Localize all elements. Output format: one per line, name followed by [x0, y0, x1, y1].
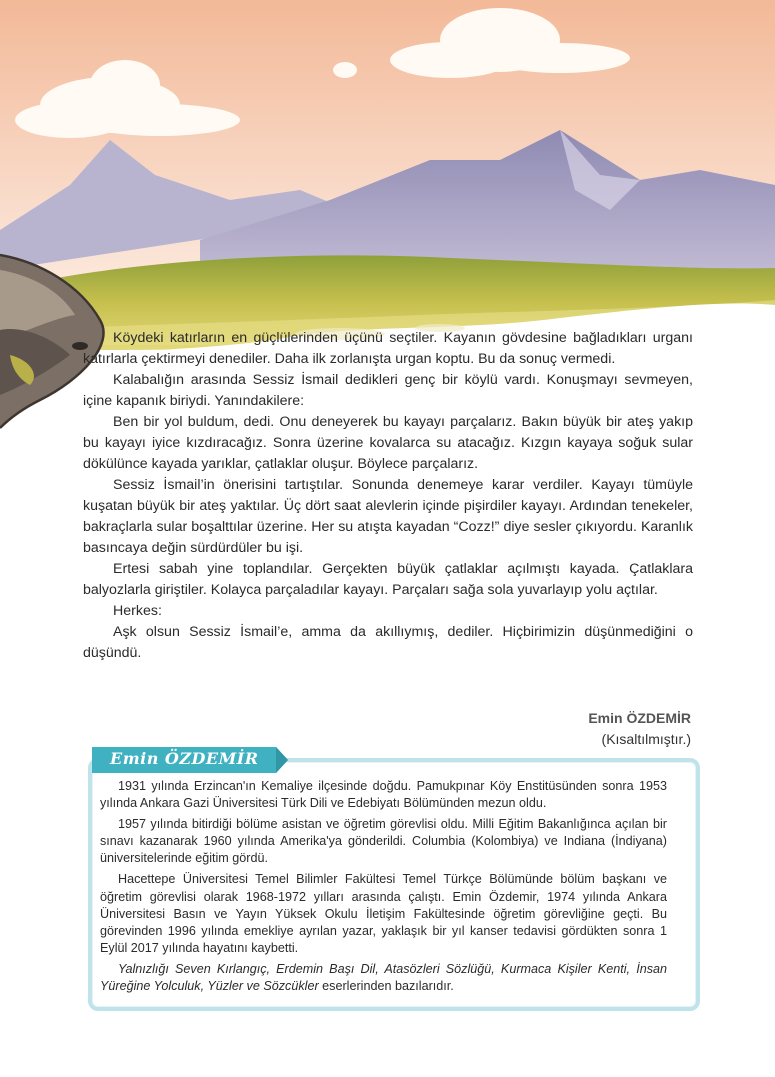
works-list: Yalnızlığı Seven Kırlangıç, Erdemin Başı Dil, Atasözleri Sözlüğü, Kurmaca Kişiler Kenti, İnsan Yüreğine Yolculuk, Yüzler ve Sözcükler [100, 961, 667, 994]
author-signature [588, 708, 691, 750]
story-paragraph: Ertesi sabah yine toplandılar. Gerçekten büyük çatlaklar açılmıştı kayada. Çatlaklara balyozlarla giriştiler. Kolayca parçaladılar kayayı. Parçaları sağa sola yuvarlayıp yolu açtılar. [83, 561, 693, 598]
story-paragraph: Ben bir yol buldum, dedi. Onu deneyerek bu kayayı parçalarız. Bakın büyük bir ateş yakıp bu kayayı iyice kızdıracağız. Sonra üzerine kovalarca su atacağız. Kızgın kayaya soğuk sular dökülünce kayada yarıklar, çatlaklar oluşur. Böylece parçalarız. [83, 414, 693, 472]
biography-paragraph: 1957 yılında bitirdiği bölüme asistan ve öğretim görevlisi oldu. Milli Eğitim Bakanlığınca açılan bir sınavı kazanarak 1960 yılında Amerika'ya gönderildi. Columbia (Kolombiya) ve Indiana (İndiyana) üniversitelerinde eğitim gördü. [100, 817, 667, 866]
works-suffix: eserlerinden bazılarıdır. [318, 979, 454, 994]
abridged-note: (Kısaltılmıştır.) [601, 731, 691, 747]
story-paragraph: Herkes: [113, 603, 162, 619]
story-paragraph: Aşk olsun Sessiz İsmail’e, amma da akıllıymış, dediler. Hiçbirimizin düşünmediğini o düşündü. [83, 624, 693, 661]
story-paragraph: Kalabalığın arasında Sessiz İsmail dedikleri genç bir köylü vardı. Konuşmayı sevmeyen, içine kapanık biriydi. Yanındakilere: [83, 372, 693, 409]
story-paragraph: Köydeki katırların en güçlülerinden üçünü seçtiler. Kayanın gövdesine bağladıkları urganı katırlarla çektirmeyi denediler. Daha ilk zorlanışta urgan koptu. Bu da sonuç vermedi. [83, 330, 693, 367]
biography-paragraph: 1931 yılında Erzincan'ın Kemaliye ilçesinde doğdu. Pamukpınar Köy Enstitüsünden sonra 1953 yılında Ankara Gazi Üniversitesi Türk Dili ve Edebiyatı Bölümünden mezun oldu. [100, 779, 667, 811]
biography-works [100, 961, 667, 995]
author-name: Emin ÖZDEMİR [588, 710, 691, 726]
story-text [83, 328, 693, 664]
biography-paragraph: Hacettepe Üniversitesi Temel Bilimler Fakültesi Temel Türkçe Bölümünde bölüm başkanı ve öğretim görevlisi olarak 1968-1972 yılları arasında çalıştı. Emin Özdemir, 1974 yılında Ankara Üniversitesi Basın ve Yayın Yüksek Okulu İletişim Fakültesinde öğretim görevliğine geçti. Bu görevinden 1996 yılında emekliye ayrılan yazar, yaklaşık bir yıl kanser tedavisi gördükten sonra 1 Eylül 2017 yılında hayatını kaybetti. [100, 872, 667, 955]
biography-text [100, 778, 667, 999]
story-paragraph: Sessiz İsmail’in önerisini tartıştılar. Sonunda denemeye karar verdiler. Kayayı tümüyle kuşatan büyük bir ateş yaktılar. Üç dört saat alevlerin içinde pişirdiler kayayı. Ardından tenekeler, bakraçlarla sular boşalttılar üzerine. Her su atışta kayadan “Cozz!” diye sesler çıkıyordu. Karanlık basıncaya değin sürdürdüler bu işi. [83, 477, 693, 556]
biography-ribbon-label: Emin ÖZDEMİR [110, 749, 259, 768]
